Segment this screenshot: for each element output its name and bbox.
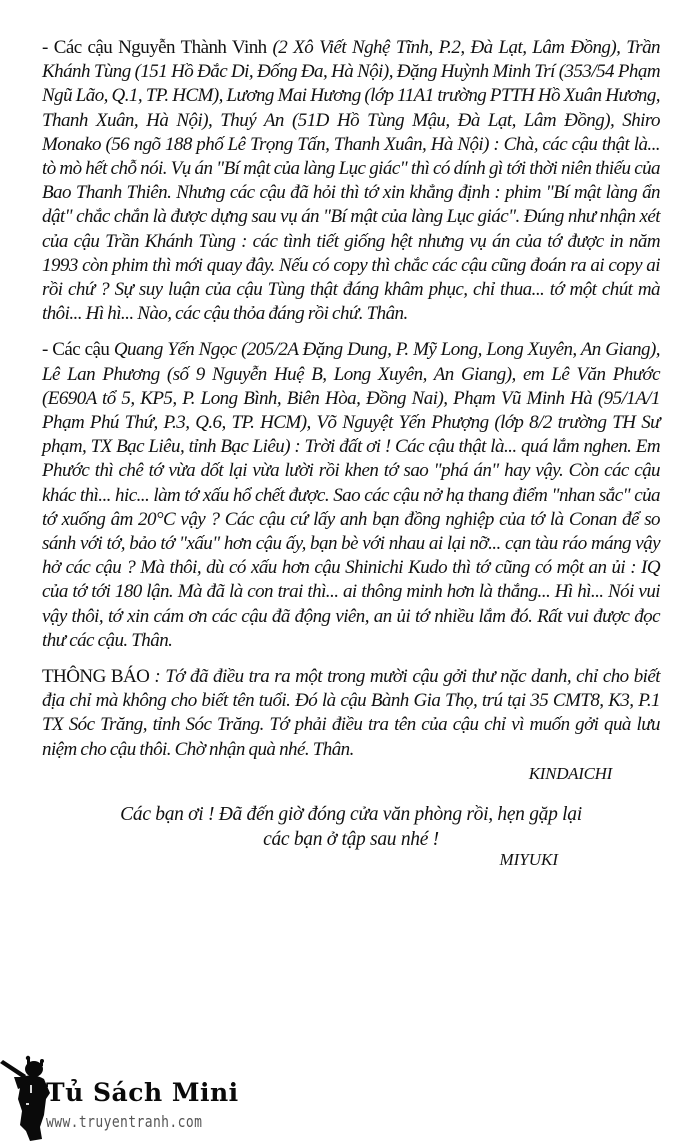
paragraph-body: : Tớ đã điều tra ra một trong mười cậu gởi thư nặc danh, chỉ cho biết địa chỉ mà không cho biết tên tuổi. Đó là cậu Bành Gia Thọ, trú tại 35 CMT8, K3, P.1 TX Sóc Trăng, tỉnh Sóc Trăng. Tớ phải điều tra tên của cậu chỉ vì muốn gởi quà lưu niệm cho cậu thôi. Chờ nhận quà nhé. Thân. (42, 666, 660, 760)
closing-message (42, 802, 660, 852)
announcement-paragraph (42, 665, 660, 762)
paragraph-intro: - Các cậu (42, 339, 110, 361)
reply-paragraph-1 (42, 36, 660, 326)
closing-line: các bạn ở tập sau nhé ! (263, 828, 439, 850)
closing-line: Các bạn ơi ! Đã đến giờ đóng cửa văn phòng rồi, hẹn gặp lại (120, 803, 582, 825)
reply-paragraph-2 (42, 338, 660, 653)
signature-miyuki: MIYUKI (499, 849, 558, 869)
watermark-logo (0, 1055, 240, 1141)
signature-kindaichi: KINDAICHI (528, 763, 612, 783)
paragraph-intro: - Các cậu Nguyễn Thành Vinh (42, 37, 267, 58)
announcement-heading: THÔNG BÁO (42, 666, 150, 688)
watermark-url: www.truyentranh.com (46, 1113, 203, 1132)
letter-column (42, 36, 660, 870)
watermark-title: Tủ Sách Mini (46, 1078, 239, 1107)
paragraph-body: Quang Yến Ngọc (205/2A Đặng Dung, P. Mỹ Long, Long Xuyên, An Giang), Lê Lan Phương (số 9 Nguyễn Huệ B, Long Xuyên, An Giang), em Lê Văn Phước (E690A tổ 5, KP5, P. Long Bình, Biên Hòa, Đồng Nai), Phạm Vũ Minh Hà (95/1A/1 Phạm Phú Thứ, P.3, Q.6, TP. HCM), Võ Nguyệt Yến Phượng (lớp 8/2 trường TH Sư phạm, TX Bạc Liêu, tỉnh Bạc Liêu) : Trời đất ơi ! Các cậu thật là... quá lắm nghen. Em Phước thì chê tớ vừa dốt lại vừa lười rồi khen tớ sao "phá án" hay vậy. Còn các cậu khác thì... hic... làm tớ xấu hổ chết được. Sao các cậu nở hạ thang điểm "nhan sắc" của tớ xuống âm 20°C vậy ? Các cậu cứ lấy anh bạn đồng nghiệp của tớ là Conan để so sánh với tớ, bảo tớ "xấu" hơn cậu ấy, bạn bè với nhau ai lại nỡ... cạn tàu ráo máng vậy hở các cậu ? Mà thôi, dù có xấu hơn cậu Shinichi Kudo thì tớ cũng có một an ủi : IQ của tớ tới 180 lận. Mà đã là con trai thì... ai thông minh hơn là thắng... Hì hì... Nói vui vậy thôi, tớ xin cám ơn các cậu đã động viên, an ủi tớ nhiều lắm đó. Rất vui được đọc thư các cậu. Thân. (42, 339, 660, 651)
paragraph-body: (2 Xô Viết Nghệ Tĩnh, P.2, Đà Lạt, Lâm Đồng), Trần Khánh Tùng (151 Hồ Đắc Di, Đống Đa, Hà Nội), Đặng Huỳnh Minh Trí (353/54 Phạm Ngũ Lão, Q.1, TP. HCM), Lương Mai Hương (lớp 11A1 trường PTTH Hồ Xuân Hương, Thanh Xuân, Hà Nội), Thuý An (51D Hồ Tùng Mậu, Đà Lạt, Lâm Đồng), Shiro Monako (56 ngõ 188 phố Lê Trọng Tấn, Thanh Xuân, Hà Nội) : Chà, các cậu thật là... tò mò hết chỗ nói. Vụ án "Bí mật của làng Lục giác" thì có dính gì tới thời niên thiếu của Bao Thanh Thiên. Nhưng các cậu đã hỏi thì tớ xin khẳng định : phim "Bí mật làng ẩn dật" chắc chắn là được dựng sau vụ án "Bí mật của làng Lục giác". Đúng như nhận xét của cậu Trần Khánh Tùng : các tình tiết giống hệt nhưng vụ án của tớ được in năm 1993 còn phim thì mới quay đây. Nếu có copy thì chắc các cậu cũng đoán ra ai copy ai rồi chứ ? Sự suy luận của cậu Tùng thật đáng khâm phục, chỉ thua... tớ một chút mà thôi... Hì hì... Nào, các cậu thỏa đáng rồi chứ. Thân. (42, 37, 660, 325)
